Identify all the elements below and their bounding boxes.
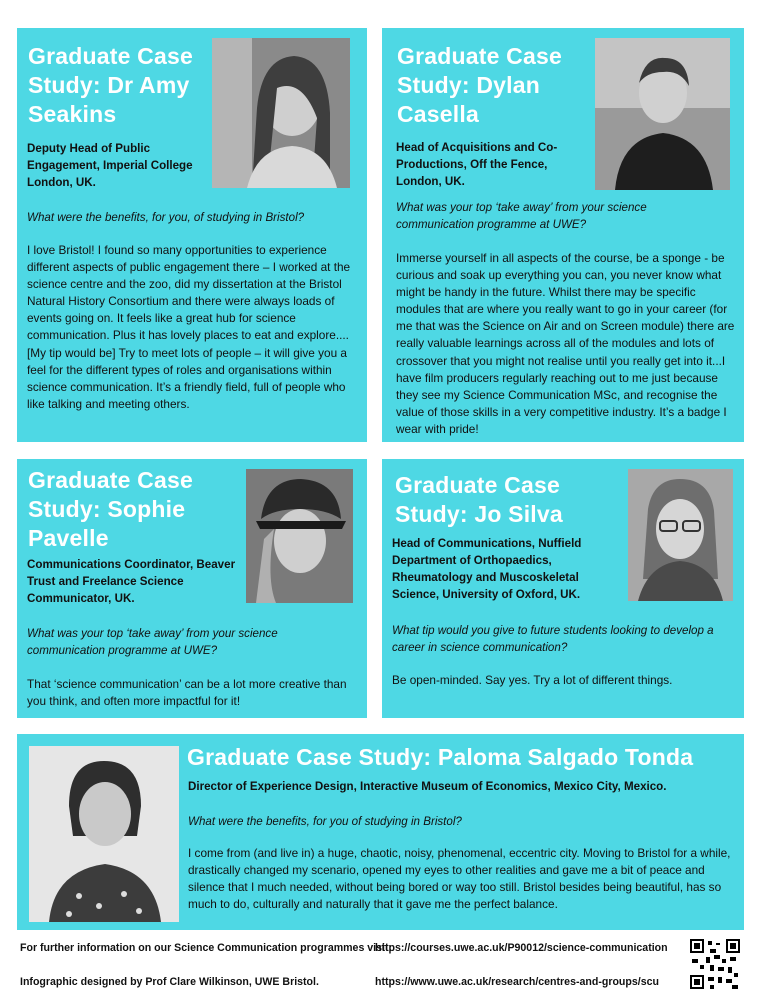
card-answer: Be open-minded. Say yes. Try a lot of different things. (392, 673, 673, 687)
card-title: Graduate Case Study: Paloma Salgado Tonda (187, 744, 694, 770)
card-answer: Immerse yourself in all aspects of the course, be a sponge - be curious and soak up everything you can, you never know what might be handy in the future. Whilst there may be specific modules that are where you really want to go in your career (for me that was the Science on Air and on Screen module) there are really valuable learnings across all of the modules and lots of crossover that you might not realise until you really get into it...I have film producers regularly reaching out to me just because they see my Science Communication MSc, and recognise the value of those skills in a very competitive industry. It’s a badge I wear with pride! (396, 251, 735, 436)
card-role: Head of Communications, Nuffield Department of Orthopaedics, Rheumatology and Muscoskeletal Science, University of Oxford, UK. (392, 537, 582, 601)
portrait-photo-jo (628, 469, 733, 601)
portrait-photo-dylan (595, 38, 730, 190)
card-question: What were the benefits, for you, of studying in Bristol? (27, 211, 305, 224)
card-role: Deputy Head of Public Engagement, Imperial College London, UK. (27, 142, 193, 189)
card-title: Graduate Case Study: Dr Amy Seakins (28, 43, 193, 127)
footer-info-label: For further information on our Science Communication programmes visit: (20, 942, 393, 954)
card-question: What were the benefits, for you of studying in Bristol? (188, 815, 462, 828)
card-role: Head of Acquisitions and Co-Productions, Off the Fence, London, UK. (396, 141, 558, 188)
portrait-photo-amy (212, 38, 350, 188)
card-title: Graduate Case Study: Dylan Casella (397, 43, 562, 127)
qr-code-icon[interactable] (690, 939, 740, 989)
portrait-photo-paloma (29, 746, 179, 922)
footer-centre-link[interactable]: https://www.uwe.ac.uk/research/centres-and-groups/scu (375, 976, 659, 988)
card-question: What was your top ‘take away’ from your science communication programme at UWE? (27, 627, 278, 657)
footer-course-link[interactable]: https://courses.uwe.ac.uk/P90012/science-communication (375, 942, 668, 954)
card-question: What was your top ‘take away’ from your science communication programme at UWE? (396, 201, 647, 231)
card-role: Communications Coordinator, Beaver Trust and Freelance Science Communicator, UK. (27, 558, 236, 605)
case-study-card-sophie (17, 459, 367, 718)
card-title: Graduate Case Study: Sophie Pavelle (28, 467, 193, 551)
case-study-card-jo (382, 459, 744, 718)
card-answer: I love Bristol! I found so many opportunities to experience different aspects of public engagement there – I worked at the science centre and the zoo, did my dissertation at the Bristol Natural History Consortium and there were always loads of events going on. It feels like a great hub for science communication. Plus it has lovely places to eat and explore....[My tip would be] Try to meet lots of people – it will give you a feel for the different types of roles and organisations within science communication. It’s a friendly field, full of people who like talking and meeting others. (27, 243, 351, 411)
card-question: What tip would you give to future students looking to develop a career in science communication? (392, 624, 714, 654)
card-answer: I come from (and live in) a huge, chaotic, noisy, phenomenal, eccentric city. Moving to Bristol for a while, drastically changed my scenario, opened my eyes to other realities and gave me a bit of peace and silence that I much needed, without being bored or way too still. Bristol besides being beautiful, has so much to do, culturally and naturally that it gave me the perfect balance. (188, 846, 731, 912)
case-study-card-amy (17, 28, 367, 442)
card-title: Graduate Case Study: Jo Silva (395, 472, 563, 527)
card-role: Director of Experience Design, Interactive Museum of Economics, Mexico City, Mexico. (188, 780, 667, 793)
case-study-card-dylan (382, 28, 744, 442)
footer-credit: Infographic designed by Prof Clare Wilkinson, UWE Bristol. (20, 976, 319, 988)
case-study-card-paloma (17, 734, 744, 930)
portrait-photo-sophie (246, 469, 353, 603)
card-answer: That ‘science communication’ can be a lot more creative than you think, and often more impactful for it! (27, 677, 347, 709)
